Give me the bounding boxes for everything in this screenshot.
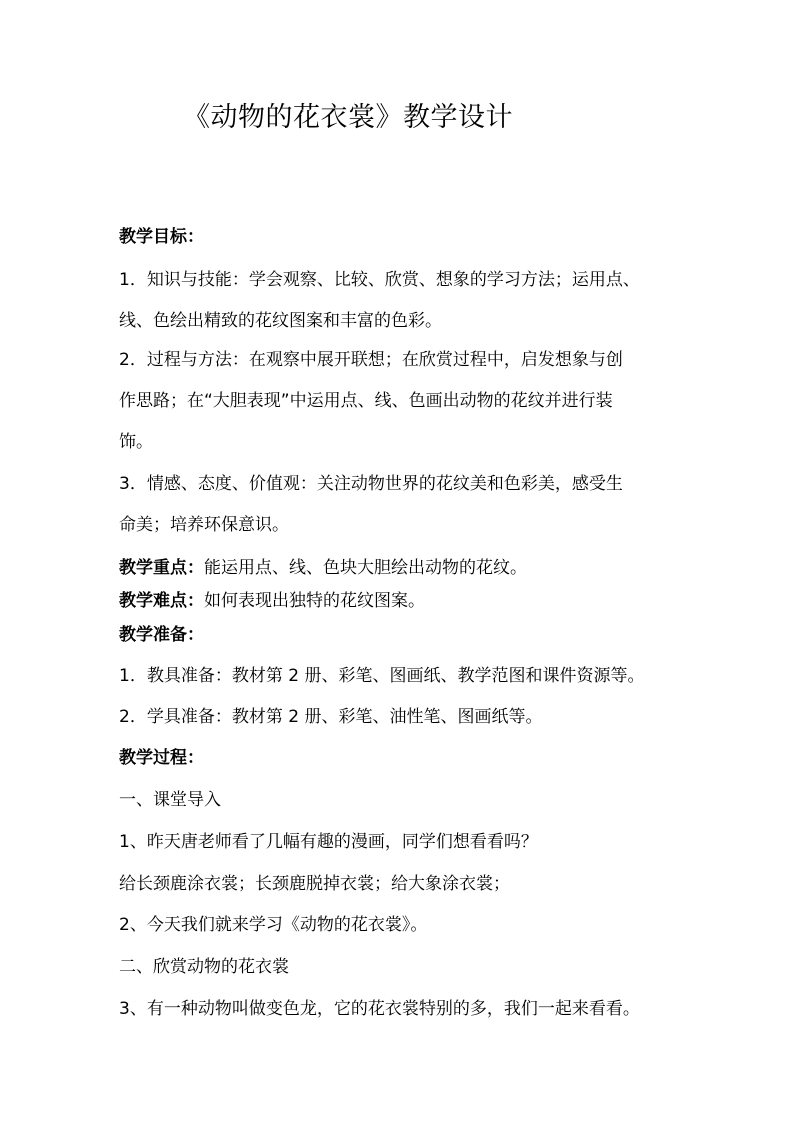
process-heading: 教学过程： [119,748,204,768]
objective-line: 1．知识与技能：学会观察、比较、欣赏、想象的学习方法；运用点、 [119,270,640,290]
objective-line: 2．过程与方法：在观察中展开联想；在欣赏过程中，启发想象与创 [119,350,623,370]
process-line: 3、有一种动物叫做变色龙，它的花衣裳特别的多，我们一起来看看。 [119,999,640,1019]
preparation-line: 2．学具准备：教材第 2 册、彩笔、油性笔、图画纸等。 [119,707,543,727]
document-title: 《动物的花衣裳》教学设计 [183,102,513,133]
key-point-label: 教学重点： [119,558,204,578]
objectives-heading: 教学目标： [119,227,204,247]
difficulty-row [119,589,425,613]
process-line: 给长颈鹿涂衣裳；长颈鹿脱掉衣裳；给大象涂衣裳； [119,874,510,894]
objective-line: 命美；培养环保意识。 [119,515,289,535]
preparation-heading: 教学准备： [119,625,204,645]
objective-line: 3．情感、态度、价值观：关注动物世界的花纹美和色彩美，感受生 [119,474,623,494]
process-line: 二、欣赏动物的花衣裳 [119,957,289,977]
objective-line: 作思路；在“大胆表现”中运用点、线、色画出动物的花纹并进行装 [119,391,613,411]
process-line: 1、昨天唐老师看了几幅有趣的漫画，同学们想看看吗？ [119,832,538,852]
preparation-line: 1．教具准备：教材第 2 册、彩笔、图画纸、教学范图和课件资源等。 [119,666,645,686]
process-line: 2、今天我们就来学习《动物的花衣裳》。 [119,915,428,935]
key-point-row [119,556,527,580]
process-line: 一、课堂导入 [119,790,221,810]
difficulty-text: 如何表现出独特的花纹图案。 [204,591,425,611]
key-point-text: 能运用点、线、色块大胆绘出动物的花纹。 [204,558,527,578]
difficulty-label: 教学难点： [119,591,204,611]
objective-line: 线、色绘出精致的花纹图案和丰富的色彩。 [119,311,442,331]
objective-line: 饰。 [119,432,153,452]
